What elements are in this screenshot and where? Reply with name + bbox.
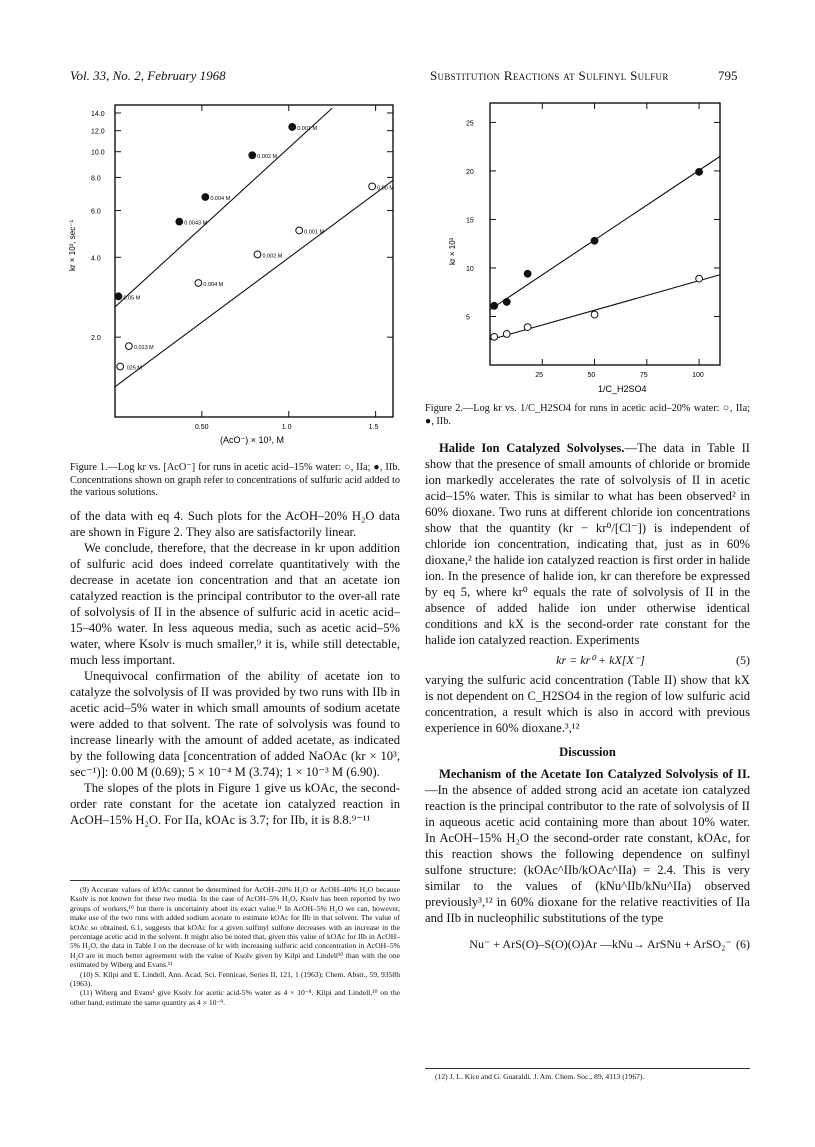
running-header-left: Vol. 33, No. 2, February 1968: [70, 68, 226, 83]
footnote-10: (10) S. Kilpi and E. Lindell, Ann. Acad. Sci. Fennicae, Series II, 121, 1 (1963); Chem. Abstr., 59, 9358h (1963).: [70, 969, 400, 989]
fig2-point-IIb: [591, 237, 598, 244]
fig1-point-IIb: [202, 194, 209, 201]
fig1-fit-line-IIa: [115, 180, 393, 386]
fig1-x-tick-label: 1.0: [281, 424, 292, 431]
fig1-point-label: 0.013 M: [133, 345, 154, 352]
page-number: 795: [718, 68, 738, 83]
equation-5: [425, 652, 750, 668]
halide-section-head: Halide Ion Catalyzed Solvolyses.: [439, 441, 625, 455]
footnote-rule: [70, 880, 400, 881]
fig1-point-IIb: [176, 218, 183, 225]
equation-5-number: (5): [735, 653, 750, 667]
fig1-point-IIa: [254, 251, 261, 258]
fig1-point-label: .025 M: [125, 365, 143, 372]
equation-6-body: Nu⁻ + ArS(O)–S(O)(O)Ar —kNu→ ArSNu + ArSO₂⁻: [469, 937, 732, 951]
figure-2-xlabel: 1/C_H2SO4: [598, 384, 647, 394]
running-header-title: Substitution Reactions at Sulfinyl Sulfur: [430, 68, 669, 83]
footnote-12: (12) J. L. Kice and G. Guaraldi. J. Am. Chem. Soc., 89, 4113 (1967).: [435, 1072, 645, 1081]
figure-1-chart: [70, 100, 400, 450]
figure-1: [70, 100, 400, 450]
figure-1-xlabel: (AcO⁻) × 10³, M: [220, 435, 285, 445]
fig1-point-label: 0.002 M: [262, 253, 283, 260]
fig1-y-tick-label: 2.0: [91, 335, 101, 343]
fig1-point-label: 0.001 M: [297, 125, 318, 132]
discussion-heading: Discussion: [559, 745, 616, 759]
paragraph-confirmation: Unequivocal confirmation of the ability of acetate ion to catalyze the solvolysis of II was provided by two runs with IIb in acetic acid–5% water in which small amounts of sodium acetate were added to that solvent. The rate of solvolysis was found to increase linearly with the amount of added acetate, as indicated by the following data [concentration of added NaOAc (kr × 10³, sec⁻¹)]: 0.00 M (0.69); 5 × 10⁻⁴ M (3.74); 1 × 10⁻³ M (6.90).: [70, 669, 400, 779]
figure-1-ylabel: kr × 10³, sec⁻¹: [68, 219, 77, 271]
fig2-point-IIb: [524, 270, 531, 277]
fig2-x-tick-label: 100: [692, 372, 704, 379]
fig2-y-tick-label: 20: [466, 168, 474, 176]
fig2-point-IIb: [503, 299, 510, 306]
footnote-9: (9) Accurate values of kOAc cannot be determined for AcOH–20% H₂O or AcOH–40% H₂O because Ksolv is not known for these two media. In the case of AcOH–5% H₂O, Ksolv has been reported by two groups of workers,¹⁰ but there is uncertainty about its exact value.¹¹ In AcOH–5% H₂O we can, however, make use of the two runs with added sodium acetate to estimate kOAc for IIb in that solvent. The value of kOAc so obtained, 6.1, suggests that kOAc for a given sulfinyl sulfone decreases with an increase in the percentage acetic acid in the solvent. It might also be noted that, given this value of kOAc for IIb in AcOH–5% H₂O, the data in Table I on the decrease of kr with increasing sulfuric acid concentration in AcOH–5% H₂O are in much better agreement with the value of Ksolv given by Kilpi and Lindell¹⁰ than with the one estimated by Wiberg and Evans.¹¹: [70, 885, 400, 970]
fig2-y-tick-label: 10: [466, 265, 474, 273]
figure-1-caption: Figure 1.—Log kr vs. [AcO⁻] for runs in acetic acid–15% water: ○, IIa; ●, IIb. Concentrations shown on graph refer to concentrations of sulfuric acid added to the various solutions.: [70, 462, 400, 499]
fig1-point-IIa: [117, 363, 124, 370]
paragraph-slopes: The slopes of the plots in Figure 1 give us kOAc, the second-order rate constant for the acetate ion catalyzed reaction in AcOH–15% H₂O. For IIa, kOAc is 3.7; for IIb, it is 8.8.⁹⁻¹¹: [70, 781, 400, 827]
paragraph-conclusion: We conclude, therefore, that the decrease in kr upon addition of sulfuric acid does indeed correlate quantitatively with the decrease in acetate ion concentration and that an acetate ion catalyzed reaction is the principal contributor to the over-all rate of solvolysis of II in the absence of sulfuric acid in acetic acid–15–40% water. In less aqueous media, such as acetic acid–5% water, where Ksolv is much smaller,⁹ it is, while still detectable, much less important.: [70, 541, 400, 667]
fig1-point-IIa: [195, 280, 202, 287]
equation-6: [425, 936, 750, 952]
figure-2: [430, 100, 730, 400]
equation-5-body: kr = kr⁰ + kX[X⁻]: [556, 653, 645, 667]
paragraph-continued: of the data with eq 4. Such plots for the AcOH–20% H₂O data are shown in Figure 2. They also are satisfactorily linear.: [70, 509, 400, 539]
fig2-point-IIb: [696, 168, 703, 175]
fig1-y-tick-label: 10.0: [91, 149, 105, 157]
halide-section-text: —The data in Table II show that the presence of small amounts of chloride or bromide ion markedly accelerates the rate of solvolysis of II in acetic acid–15% water. This is similar to what has been observed² in 60% dioxane. Two runs at different chloride ion concentrations show that the quantity (kr − kr⁰/[Cl⁻]) is independent of chloride ion concentration, indicating that, just as in 60% dioxane,² the halide ion catalyzed reaction is first order in halide ion. In the presence of halide ion, kr can therefore be expressed by eq 5, where kr⁰ equals the rate of solvolysis of II in the absence of added halide ion under otherwise identical conditions and kX is the second-order rate constant for the halide ion catalyzed reaction. Experiments: [425, 441, 750, 647]
footnotes-right: [425, 1072, 750, 1081]
fig2-x-tick-label: 25: [535, 372, 544, 379]
footnotes-left: [70, 885, 400, 1007]
fig2-point-IIa: [503, 331, 510, 338]
fig2-point-IIa: [591, 311, 598, 318]
fig1-point-IIb: [115, 293, 122, 300]
fig1-point-label: 0.004 M: [203, 281, 224, 288]
fig1-point-label: 0.0043 M: [184, 220, 208, 227]
mechanism-section-text: —In the absence of added strong acid an acetate ion catalyzed reaction is the principal contributor to the rate of solvolysis of II in aqueous acetic acid containing more than about 10% water. In AcOH–15% H₂O the second-order rate constant, kOAc, for this reaction shows the following dependence on sulfinyl sulfone structure: (kOAc^IIb/kOAc^IIa) = 2.4. This is very similar to the values of (kNu^IIb/kNu^IIa) observed previously³,¹² in 60% dioxane for the relative reactivities of IIa and IIb in nucleophilic substitutions of the type: [425, 783, 750, 925]
fig1-point-label: 0.004 M: [210, 195, 231, 202]
fig2-point-IIb: [491, 302, 498, 309]
fig2-fit-line-IIa: [490, 275, 720, 340]
fig1-point-label: 0.05 M: [123, 295, 141, 302]
fig2-point-IIa: [491, 333, 498, 340]
paragraph-after-eq5: varying the sulfuric acid concentration (Table II) show that kX is not dependent on C_H2SO4 in the region of low sulfuric acid concentration, a result which is also in accord with previous experience in 60% dioxane.³,¹²: [425, 673, 750, 735]
fig1-point-label: 0.001 M: [304, 229, 325, 236]
footnote-11: (11) Wiberg and Evans¹ give Ksolv for acetic acid-5% water as 4 × 10⁻⁸. Kilpi and Lindell,¹⁰ on the other hand, estimate the same quantity as 4 × 10⁻⁹.: [70, 988, 400, 1007]
fig1-y-tick-label: 12.0: [91, 128, 105, 136]
fig1-x-tick-label: 0.50: [194, 424, 209, 431]
fig1-point-IIa: [126, 343, 133, 350]
fig2-x-tick-label: 75: [639, 372, 648, 379]
figure-2-ylabel: kr × 10³: [448, 237, 457, 265]
right-column-body: [425, 440, 750, 952]
fig2-y-tick-label: 5: [466, 314, 470, 322]
fig2-point-IIa: [524, 324, 531, 331]
fig1-point-IIa: [369, 183, 376, 190]
fig2-y-tick-label: 25: [466, 120, 474, 128]
fig1-y-tick-label: 4.0: [91, 255, 101, 263]
footnote-rule-right: [425, 1068, 750, 1069]
equation-6-number: (6): [735, 937, 750, 951]
fig1-fit-line-IIb: [115, 108, 332, 307]
figure-2-caption: Figure 2.—Log kr vs. 1/C_H2SO4 for runs in acetic acid–20% water: ○, IIa; ●, IIb.: [425, 403, 750, 427]
fig2-y-tick-label: 15: [466, 217, 474, 225]
fig2-x-tick-label: 50: [587, 372, 596, 379]
fig1-x-tick-label: 1.5: [368, 424, 379, 431]
fig1-y-tick-label: 14.0: [91, 110, 105, 118]
fig1-point-IIa: [296, 227, 303, 234]
fig1-point-IIb: [289, 124, 296, 131]
fig1-y-tick-label: 8.0: [91, 175, 101, 183]
figure-2-chart: [430, 100, 730, 400]
fig2-point-IIa: [696, 275, 703, 282]
fig1-y-tick-label: 6.0: [91, 208, 101, 216]
fig1-point-label: 0.00 M: [377, 185, 394, 192]
fig1-point-label: 0.002 M: [257, 154, 278, 161]
mechanism-section-head: Mechanism of the Acetate Ion Catalyzed Solvolysis of II.: [439, 767, 750, 781]
fig2-fit-line-IIb: [490, 156, 720, 309]
fig1-point-IIb: [249, 152, 256, 159]
left-column-body: [70, 508, 400, 828]
